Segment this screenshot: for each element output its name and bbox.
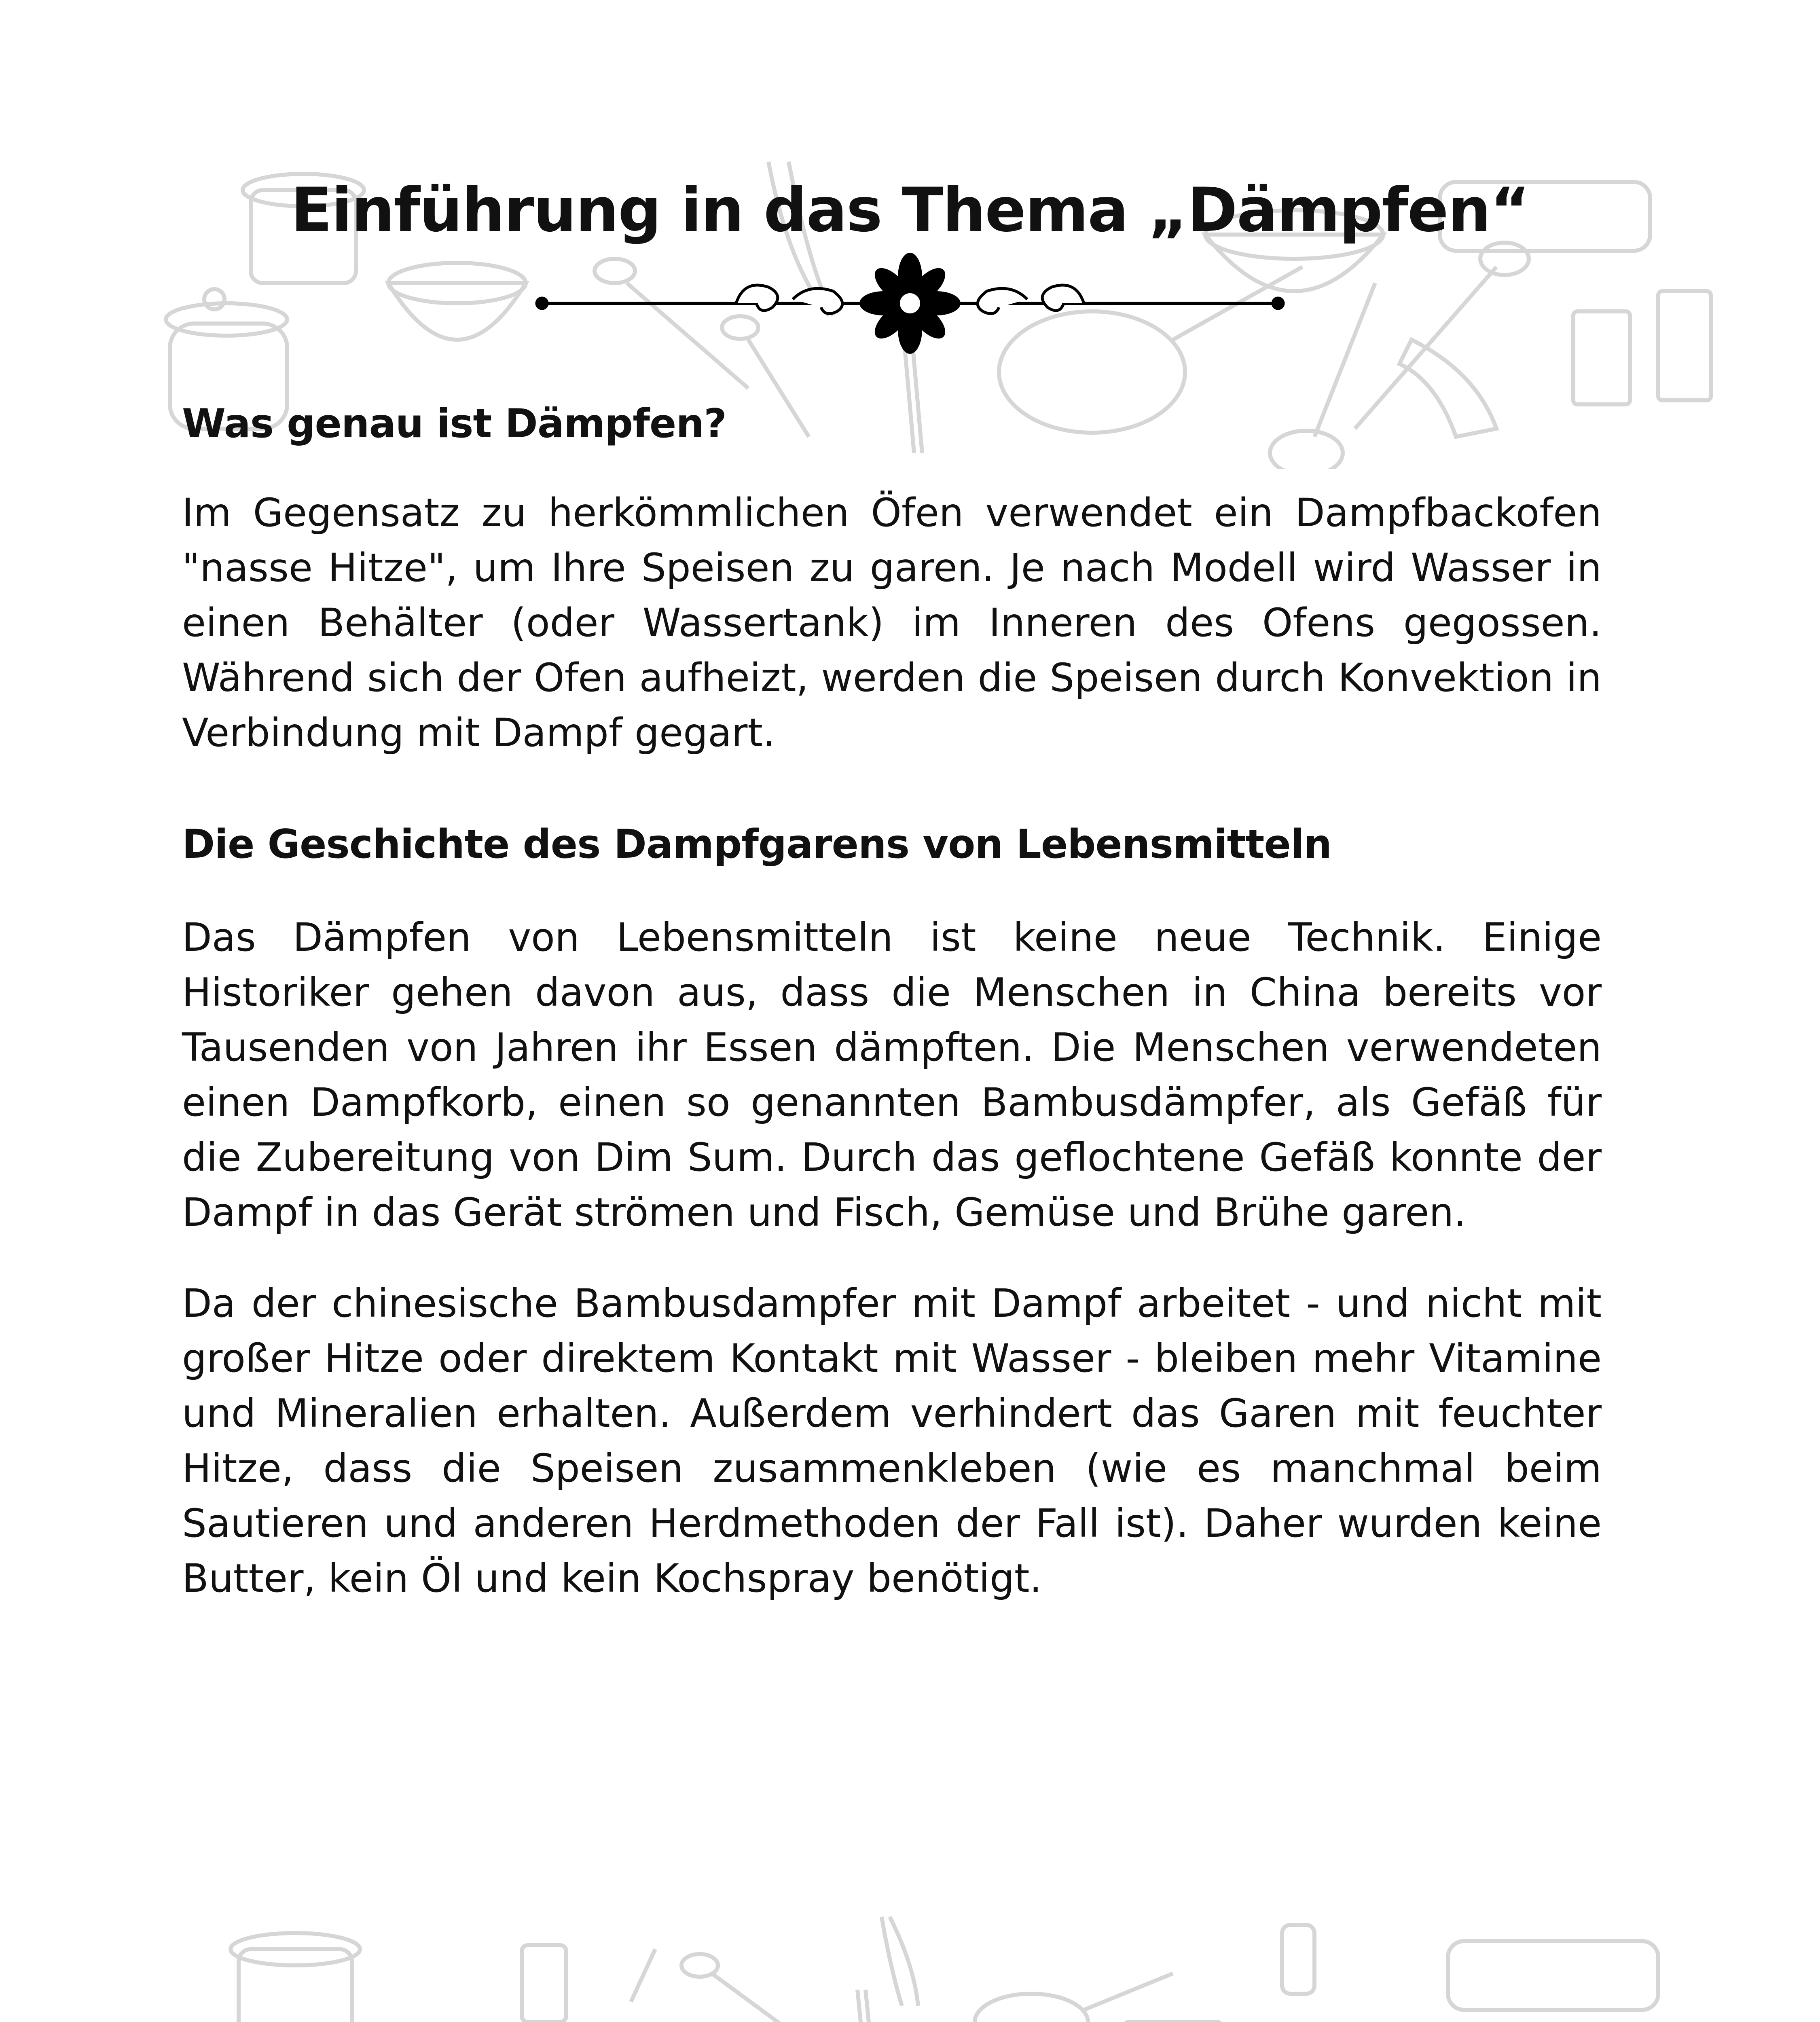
section-heading: Was genau ist Dämpfen? xyxy=(182,401,726,447)
paragraph: Im Gegensatz zu herkömmlichen Öfen verwendet ein Dampfbackofen "nasse Hitze", um Ihre Speisen zu garen. Je nach Modell wird Wasser in einen Behälter (oder Wassertank) im Inneren des Ofens gegossen. Während sich der Ofen aufheizt, werden die Speisen durch Konvektion in Verbindung mit Dampf gegart. xyxy=(182,490,1602,755)
section-heading: Die Geschichte des Dampfgarens von Lebensmitteln xyxy=(182,821,1332,867)
section-what-is-steaming xyxy=(182,400,1602,448)
section-body xyxy=(182,485,1602,760)
kitchen-utensils-illustration-bottom xyxy=(0,1901,1820,2022)
section-history xyxy=(182,821,1602,869)
section-body xyxy=(182,910,1602,1240)
page-title: Einführung in das Thema „Dämpfen“ xyxy=(290,175,1530,245)
section-body xyxy=(182,1276,1602,1606)
paragraph: Da der chinesische Bambusdampfer mit Dampf arbeitet - und nicht mit großer Hitze oder direktem Kontakt mit Wasser - bleiben mehr Vitamine und Mineralien erhalten. Außerdem verhindert das Garen mit feuchter Hitze, dass die Speisen zusammenkleben (wie es manchmal beim Sautieren und anderen Herdmethoden der Fall ist). Daher wurden keine Butter, kein Öl und kein Kochspray benötigt. xyxy=(182,1281,1602,1601)
flourish-divider-icon xyxy=(526,251,1294,356)
paragraph: Das Dämpfen von Lebensmitteln ist keine neue Technik. Einige Historiker gehen davon aus, dass die Menschen in China bereits vor Tausenden von Jahren ihr Essen dämpften. Die Menschen verwendeten einen Dampfkorb, einen so genannten Bambusdämpfer, als Gefäß für die Zubereitung von Dim Sum. Durch das geflochtene Gefäß konnte der Dampf in das Gerät strömen und Fisch, Gemüse und Brühe garen. xyxy=(182,915,1602,1235)
